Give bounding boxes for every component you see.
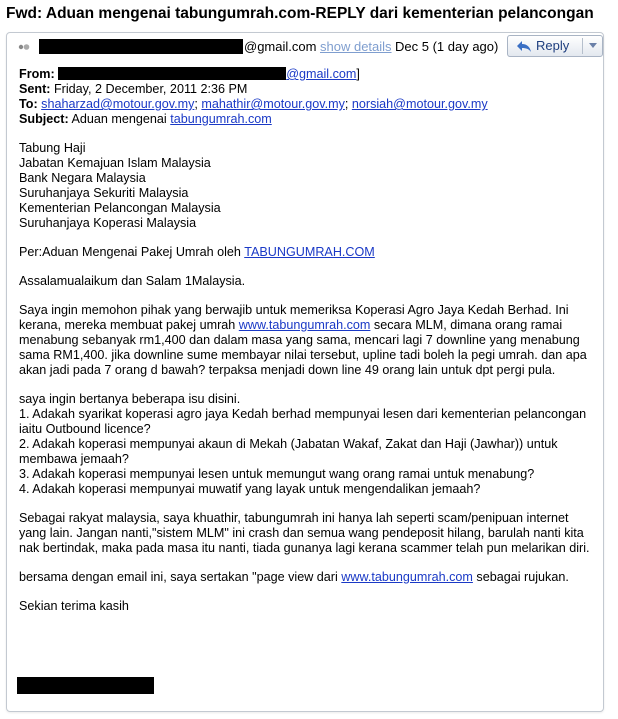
reply-separator	[582, 38, 583, 54]
per-text: Per:Aduan Mengenai Pakej Umrah oleh	[19, 245, 241, 259]
question-item: 4. Adakah koperasi mempunyai muwatif yang layak untuk mengendalikan jemaah?	[19, 482, 481, 496]
recipient-line: Tabung Haji	[19, 141, 86, 155]
message-header	[7, 33, 603, 63]
reply-label: Reply	[536, 38, 570, 53]
show-details-link[interactable]: show details	[320, 39, 392, 54]
to-separator: ;	[194, 97, 198, 111]
recipient-line: Suruhanjaya Koperasi Malaysia	[19, 216, 197, 230]
to-separator: ;	[344, 97, 349, 111]
to-email-link[interactable]: shaharzad@motour.gov.my	[41, 97, 195, 111]
questions-intro: saya ingin bertanya beberapa isu disini.	[19, 392, 241, 406]
message-date: Dec 5 (1 day ago)	[395, 39, 499, 54]
paragraph-3-text-b: sebagai rujukan.	[476, 570, 569, 584]
expand-dots-icon[interactable]	[18, 42, 30, 52]
recipient-list	[19, 141, 599, 231]
redacted-sender-name	[39, 39, 243, 54]
reply-button[interactable]	[507, 35, 603, 57]
paragraph-3-text-a: bersama dengan email ini, saya sertakan "page view dari	[19, 570, 338, 584]
recipient-line: Bank Negara Malaysia	[19, 171, 146, 185]
fwd-subject-link[interactable]: tabungumrah.com	[170, 112, 272, 126]
reply-arrow-icon	[516, 39, 532, 53]
fwd-subject-label: Subject:	[19, 112, 69, 126]
recipient-line: Kementerian Pelancongan Malaysia	[19, 201, 221, 215]
to-email-link[interactable]: norsiah@motour.gov.my	[351, 97, 488, 111]
fwd-from-email-link[interactable]: @gmail.com	[286, 67, 357, 81]
email-subject-title: Fwd: Aduan mengenai tabungumrah.com-REPLY dari kementerian pelancongan	[6, 5, 594, 22]
reply-options-chevron-icon[interactable]	[589, 43, 597, 48]
per-line	[19, 245, 599, 260]
recipient-line: Jabatan Kemajuan Islam Malaysia	[19, 156, 211, 170]
question-item: 2. Adakah koperasi mempunyai akaun di Mekah (Jabatan Wakaf, Zakat dan Haji (Jawhar)) untuk membawa jemaah?	[19, 437, 558, 466]
question-item: 1. Adakah syarikat koperasi agro jaya Kedah berhad mempunyai lesen dari kementerian pelancongan iaitu Outbound licence?	[19, 407, 587, 436]
paragraph-1	[19, 303, 599, 378]
question-item: 3. Adakah koperasi mempunyai lesen untuk memungut wang orang ramai untuk menabung?	[19, 467, 535, 481]
fwd-sent-label: Sent:	[19, 82, 51, 96]
fwd-from-label: From:	[19, 67, 55, 81]
greeting: Assalamualaikum dan Salam 1Malaysia.	[19, 274, 246, 288]
redacted-from-name	[58, 67, 286, 80]
fwd-subject-line	[19, 112, 599, 127]
fwd-sent-value: Friday, 2 December, 2011 2:36 PM	[53, 82, 248, 96]
message-card	[6, 32, 604, 712]
paragraph-1-text-b: secara MLM, dimana orang ramai menabung sebanyak rm1,400 dan dalam masa yang sama, mencari lagi 7 downline yang menabung sama RM1,400. jika downline sume membayar nilai tersebut, upline tadi boleh la pegi umrah. dan apa akan jadi pada 7 orang d bawah? terpaksa menjadi down line 49 orang lain untuk dpt pergi pula.	[19, 318, 587, 377]
paragraph-1-text-a: Saya ingin memohon pihak yang berwajib untuk memeriksa Koperasi Agro Jaya Kedah Berhad. Ini kerana, mereka membuat pakej umrah	[19, 303, 569, 332]
redacted-signature	[17, 677, 154, 694]
per-link[interactable]: TABUNGUMRAH.COM	[244, 245, 375, 259]
tabungumrah-link[interactable]: www.tabungumrah.com	[238, 318, 371, 332]
fwd-to-line	[19, 97, 599, 112]
fwd-from-bracket: ]	[356, 67, 360, 81]
fwd-to-label: To:	[19, 97, 38, 111]
recipient-line: Suruhanjaya Sekuriti Malaysia	[19, 186, 189, 200]
fwd-from-line	[19, 67, 599, 82]
paragraph-2: Sebagai rakyat malaysia, saya khuathir, tabungumrah ini hanya lah seperti scam/penipuan internet yang lain. Jangan nanti,"sistem MLM" ini crash dan semua wang pendeposit hilang, barulah nanti kita nak bertindak, maka pada masa itu nanti, tiada gunanya lagi kerana scammer telah pun melarikan diri.	[19, 511, 590, 555]
message-body	[19, 67, 599, 614]
fwd-subject-text: Aduan mengenai	[71, 112, 167, 126]
paragraph-3	[19, 570, 599, 585]
fwd-sent-line	[19, 82, 599, 97]
sender-domain: @gmail.com	[244, 39, 317, 54]
tabungumrah-link[interactable]: www.tabungumrah.com	[341, 570, 473, 584]
closing: Sekian terima kasih	[19, 599, 129, 613]
to-email-link[interactable]: mahathir@motour.gov.my	[201, 97, 345, 111]
